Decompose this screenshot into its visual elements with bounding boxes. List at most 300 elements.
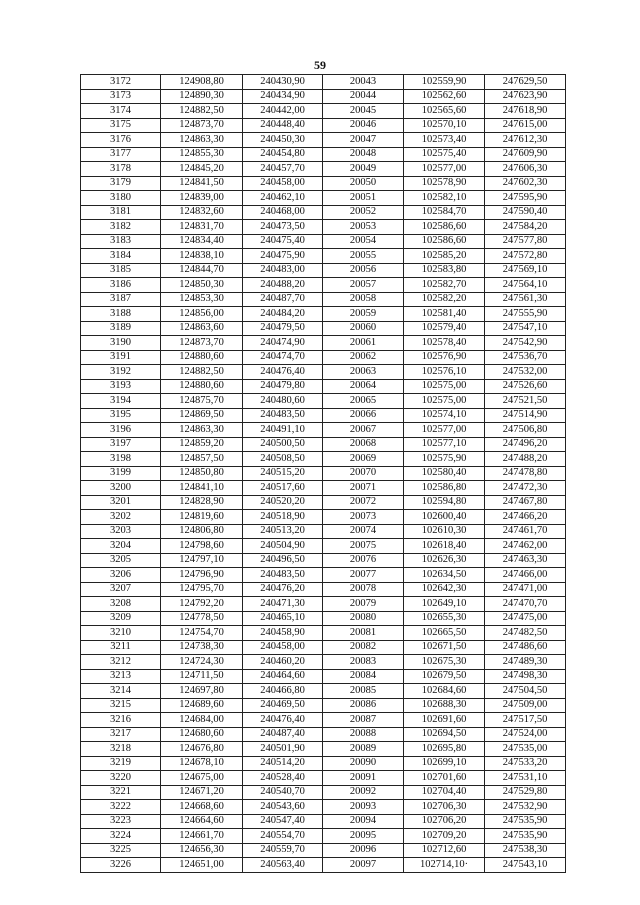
table-cell-point-number-2: 20068 (323, 437, 404, 452)
table-cell-x-coordinate: 124806,80 (161, 524, 243, 539)
table-cell-point-number-2: 20089 (323, 742, 404, 757)
table-cell-x-coordinate-2: 102579,40 (404, 321, 485, 336)
table-row (81, 118, 566, 133)
table-cell-y-coordinate-2: 247466,00 (485, 568, 566, 583)
table-cell-x-coordinate: 124797,10 (161, 553, 243, 568)
table-cell-point-number: 3186 (81, 278, 161, 293)
table-cell-x-coordinate-2: 102714,10· (404, 858, 485, 873)
table-cell-y-coordinate: 240457,70 (243, 162, 323, 177)
table-cell-point-number: 3187 (81, 292, 161, 307)
table-cell-point-number-2: 20051 (323, 191, 404, 206)
table-row (81, 89, 566, 104)
table-cell-y-coordinate-2: 247461,70 (485, 524, 566, 539)
table-cell-point-number-2: 20055 (323, 249, 404, 264)
table-cell-x-coordinate-2: 102559,90 (404, 75, 485, 90)
table-cell-y-coordinate: 240475,40 (243, 234, 323, 249)
table-cell-y-coordinate-2: 247475,00 (485, 611, 566, 626)
table-row (81, 785, 566, 800)
table-cell-y-coordinate-2: 247466,20 (485, 510, 566, 525)
table-cell-y-coordinate-2: 247584,20 (485, 220, 566, 235)
table-cell-point-number: 3214 (81, 684, 161, 699)
table-cell-x-coordinate-2: 102699,10 (404, 756, 485, 771)
table-cell-point-number-2: 20049 (323, 162, 404, 177)
table-cell-point-number: 3189 (81, 321, 161, 336)
table-cell-x-coordinate-2: 102594,80 (404, 495, 485, 510)
table-cell-y-coordinate-2: 247486,60 (485, 640, 566, 655)
table-cell-y-coordinate: 240450,30 (243, 133, 323, 148)
table-cell-y-coordinate-2: 247590,40 (485, 205, 566, 220)
table-cell-x-coordinate: 124855,30 (161, 147, 243, 162)
table-cell-x-coordinate-2: 102706,30 (404, 800, 485, 815)
table-cell-x-coordinate: 124857,50 (161, 452, 243, 467)
table-cell-y-coordinate-2: 247529,80 (485, 785, 566, 800)
table-cell-y-coordinate: 240462,10 (243, 191, 323, 206)
table-cell-point-number-2: 20074 (323, 524, 404, 539)
table-cell-y-coordinate-2: 247504,50 (485, 684, 566, 699)
table-cell-x-coordinate: 124676,80 (161, 742, 243, 757)
table-cell-y-coordinate: 240473,50 (243, 220, 323, 235)
table-cell-x-coordinate: 124697,80 (161, 684, 243, 699)
table-cell-x-coordinate: 124792,20 (161, 597, 243, 612)
table-cell-y-coordinate: 240500,50 (243, 437, 323, 452)
table-cell-x-coordinate: 124856,00 (161, 307, 243, 322)
table-row (81, 481, 566, 496)
table-cell-y-coordinate-2: 247488,20 (485, 452, 566, 467)
table-cell-x-coordinate-2: 102576,10 (404, 365, 485, 380)
table-row (81, 800, 566, 815)
table-cell-x-coordinate: 124798,60 (161, 539, 243, 554)
table-cell-y-coordinate-2: 247535,00 (485, 742, 566, 757)
table-cell-y-coordinate-2: 247569,10 (485, 263, 566, 278)
table-cell-y-coordinate-2: 247535,90 (485, 829, 566, 844)
table-cell-point-number: 3197 (81, 437, 161, 452)
table-cell-y-coordinate: 240480,60 (243, 394, 323, 409)
table-cell-y-coordinate-2: 247462,00 (485, 539, 566, 554)
table-cell-y-coordinate: 240471,30 (243, 597, 323, 612)
table-cell-y-coordinate: 240479,50 (243, 321, 323, 336)
table-row (81, 104, 566, 119)
table-cell-point-number-2: 20079 (323, 597, 404, 612)
table-cell-point-number: 3206 (81, 568, 161, 583)
table-cell-x-coordinate: 124684,00 (161, 713, 243, 728)
table-cell-x-coordinate: 124651,00 (161, 858, 243, 873)
table-cell-point-number: 3224 (81, 829, 161, 844)
table-cell-x-coordinate-2: 102671,50 (404, 640, 485, 655)
table-cell-y-coordinate: 240474,90 (243, 336, 323, 351)
table-cell-point-number-2: 20072 (323, 495, 404, 510)
table-cell-x-coordinate-2: 102704,40 (404, 785, 485, 800)
table-cell-y-coordinate-2: 247538,30 (485, 843, 566, 858)
table-row (81, 814, 566, 829)
table-cell-y-coordinate: 240547,40 (243, 814, 323, 829)
table-row (81, 611, 566, 626)
table-cell-x-coordinate: 124882,50 (161, 365, 243, 380)
table-cell-x-coordinate-2: 102582,10 (404, 191, 485, 206)
table-cell-y-coordinate-2: 247506,80 (485, 423, 566, 438)
table-cell-point-number-2: 20096 (323, 843, 404, 858)
table-row (81, 423, 566, 438)
table-cell-point-number-2: 20081 (323, 626, 404, 641)
table-cell-point-number-2: 20088 (323, 727, 404, 742)
table-cell-x-coordinate-2: 102575,00 (404, 379, 485, 394)
table-cell-point-number: 3212 (81, 655, 161, 670)
table-cell-x-coordinate: 124689,60 (161, 698, 243, 713)
table-cell-x-coordinate-2: 102655,30 (404, 611, 485, 626)
table-cell-point-number: 3185 (81, 263, 161, 278)
table-cell-point-number-2: 20097 (323, 858, 404, 873)
table-cell-y-coordinate-2: 247471,00 (485, 582, 566, 597)
table-cell-point-number: 3217 (81, 727, 161, 742)
table-cell-point-number-2: 20093 (323, 800, 404, 815)
table-cell-y-coordinate: 240543,60 (243, 800, 323, 815)
table-cell-x-coordinate: 124882,50 (161, 104, 243, 119)
table-cell-y-coordinate-2: 247602,30 (485, 176, 566, 191)
table-row (81, 771, 566, 786)
table-cell-y-coordinate: 240559,70 (243, 843, 323, 858)
table-cell-point-number-2: 20059 (323, 307, 404, 322)
table-cell-y-coordinate-2: 247521,50 (485, 394, 566, 409)
table-cell-x-coordinate-2: 102675,30 (404, 655, 485, 670)
table-row (81, 568, 566, 583)
table-cell-point-number-2: 20050 (323, 176, 404, 191)
table-cell-point-number-2: 20092 (323, 785, 404, 800)
table-row (81, 191, 566, 206)
table-cell-y-coordinate-2: 247572,80 (485, 249, 566, 264)
table-cell-point-number-2: 20095 (323, 829, 404, 844)
table-cell-x-coordinate-2: 102574,10 (404, 408, 485, 423)
table-cell-x-coordinate-2: 102582,70 (404, 278, 485, 293)
table-row (81, 249, 566, 264)
table-cell-point-number-2: 20046 (323, 118, 404, 133)
table-cell-point-number: 3184 (81, 249, 161, 264)
table-cell-point-number: 3209 (81, 611, 161, 626)
table-cell-point-number: 3190 (81, 336, 161, 351)
table-cell-point-number: 3222 (81, 800, 161, 815)
table-row (81, 510, 566, 525)
table-cell-y-coordinate: 240465,10 (243, 611, 323, 626)
table-cell-y-coordinate-2: 247514,90 (485, 408, 566, 423)
table-cell-x-coordinate: 124795,70 (161, 582, 243, 597)
table-cell-point-number-2: 20054 (323, 234, 404, 249)
table-cell-x-coordinate: 124869,50 (161, 408, 243, 423)
table-cell-point-number-2: 20082 (323, 640, 404, 655)
table-cell-x-coordinate: 124678,10 (161, 756, 243, 771)
table-cell-y-coordinate: 240476,40 (243, 365, 323, 380)
table-cell-point-number-2: 20084 (323, 669, 404, 684)
table-cell-x-coordinate: 124844,70 (161, 263, 243, 278)
table-cell-point-number: 3188 (81, 307, 161, 322)
table-cell-x-coordinate: 124832,60 (161, 205, 243, 220)
table-cell-point-number-2: 20071 (323, 481, 404, 496)
table-cell-point-number: 3215 (81, 698, 161, 713)
table-cell-y-coordinate-2: 247524,00 (485, 727, 566, 742)
coordinates-table-body (81, 75, 566, 873)
table-cell-point-number-2: 20077 (323, 568, 404, 583)
table-row (81, 379, 566, 394)
table-cell-point-number: 3213 (81, 669, 161, 684)
table-cell-x-coordinate-2: 102585,20 (404, 249, 485, 264)
table-row (81, 437, 566, 452)
table-cell-point-number-2: 20047 (323, 133, 404, 148)
table-cell-y-coordinate-2: 247509,00 (485, 698, 566, 713)
table-cell-point-number: 3221 (81, 785, 161, 800)
table-row (81, 713, 566, 728)
table-row (81, 452, 566, 467)
table-cell-y-coordinate-2: 247615,00 (485, 118, 566, 133)
table-cell-point-number-2: 20067 (323, 423, 404, 438)
table-cell-point-number: 3174 (81, 104, 161, 119)
table-cell-point-number: 3193 (81, 379, 161, 394)
table-row (81, 858, 566, 873)
table-cell-y-coordinate-2: 247535,90 (485, 814, 566, 829)
table-cell-point-number: 3208 (81, 597, 161, 612)
table-cell-point-number-2: 20056 (323, 263, 404, 278)
table-cell-x-coordinate-2: 102642,30 (404, 582, 485, 597)
table-cell-x-coordinate-2: 102610,30 (404, 524, 485, 539)
table-cell-x-coordinate: 124880,60 (161, 350, 243, 365)
table-cell-point-number-2: 20065 (323, 394, 404, 409)
table-cell-x-coordinate-2: 102581,40 (404, 307, 485, 322)
table-cell-y-coordinate: 240442,00 (243, 104, 323, 119)
table-cell-y-coordinate: 240448,40 (243, 118, 323, 133)
table-cell-x-coordinate: 124711,50 (161, 669, 243, 684)
table-cell-y-coordinate: 240434,90 (243, 89, 323, 104)
table-cell-x-coordinate-2: 102688,30 (404, 698, 485, 713)
table-cell-x-coordinate: 124838,10 (161, 249, 243, 264)
table-cell-x-coordinate: 124675,00 (161, 771, 243, 786)
table-cell-point-number: 3176 (81, 133, 161, 148)
table-row (81, 278, 566, 293)
table-cell-point-number: 3178 (81, 162, 161, 177)
table-cell-point-number: 3205 (81, 553, 161, 568)
table-cell-y-coordinate: 240487,70 (243, 292, 323, 307)
table-cell-x-coordinate-2: 102586,60 (404, 234, 485, 249)
table-cell-point-number: 3177 (81, 147, 161, 162)
table-cell-point-number: 3216 (81, 713, 161, 728)
table-cell-y-coordinate: 240430,90 (243, 75, 323, 90)
table-cell-point-number: 3210 (81, 626, 161, 641)
table-cell-x-coordinate-2: 102576,90 (404, 350, 485, 365)
table-cell-x-coordinate-2: 102584,70 (404, 205, 485, 220)
table-cell-point-number: 3181 (81, 205, 161, 220)
table-cell-x-coordinate-2: 102701,60 (404, 771, 485, 786)
table-cell-x-coordinate: 124831,70 (161, 220, 243, 235)
table-cell-x-coordinate-2: 102577,00 (404, 423, 485, 438)
table-cell-y-coordinate: 240514,20 (243, 756, 323, 771)
table-cell-y-coordinate-2: 247609,90 (485, 147, 566, 162)
table-cell-y-coordinate: 240563,40 (243, 858, 323, 873)
table-cell-y-coordinate: 240483,00 (243, 263, 323, 278)
table-cell-point-number: 3225 (81, 843, 161, 858)
table-cell-y-coordinate-2: 247496,20 (485, 437, 566, 452)
table-cell-x-coordinate-2: 102706,20 (404, 814, 485, 829)
table-cell-x-coordinate: 124841,10 (161, 481, 243, 496)
table-cell-x-coordinate: 124664,60 (161, 814, 243, 829)
table-cell-x-coordinate-2: 102583,80 (404, 263, 485, 278)
table-cell-y-coordinate: 240517,60 (243, 481, 323, 496)
table-cell-y-coordinate-2: 247542,90 (485, 336, 566, 351)
table-cell-point-number: 3199 (81, 466, 161, 481)
table-cell-y-coordinate: 240469,50 (243, 698, 323, 713)
table-cell-x-coordinate-2: 102565,60 (404, 104, 485, 119)
table-cell-x-coordinate-2: 102709,20 (404, 829, 485, 844)
table-row (81, 466, 566, 481)
table-cell-x-coordinate: 124880,60 (161, 379, 243, 394)
table-cell-y-coordinate-2: 247517,50 (485, 713, 566, 728)
table-cell-x-coordinate: 124873,70 (161, 118, 243, 133)
page-number: 59 (314, 58, 326, 72)
table-cell-y-coordinate-2: 247547,10 (485, 321, 566, 336)
table-cell-x-coordinate: 124778,50 (161, 611, 243, 626)
table-row (81, 394, 566, 409)
table-cell-y-coordinate: 240513,20 (243, 524, 323, 539)
table-cell-point-number-2: 20069 (323, 452, 404, 467)
table-cell-x-coordinate-2: 102712,60 (404, 843, 485, 858)
table-cell-point-number: 3201 (81, 495, 161, 510)
table-cell-x-coordinate-2: 102586,80 (404, 481, 485, 496)
table-cell-point-number-2: 20066 (323, 408, 404, 423)
table-row (81, 597, 566, 612)
table-row (81, 336, 566, 351)
table-cell-point-number: 3173 (81, 89, 161, 104)
table-cell-y-coordinate: 240504,90 (243, 539, 323, 554)
table-cell-x-coordinate: 124863,30 (161, 423, 243, 438)
table-cell-y-coordinate-2: 247526,60 (485, 379, 566, 394)
table-cell-y-coordinate-2: 247531,10 (485, 771, 566, 786)
table-cell-y-coordinate-2: 247467,80 (485, 495, 566, 510)
table-row (81, 756, 566, 771)
table-cell-y-coordinate: 240487,40 (243, 727, 323, 742)
table-row (81, 162, 566, 177)
table-row (81, 75, 566, 90)
table-cell-x-coordinate: 124754,70 (161, 626, 243, 641)
table-cell-point-number: 3179 (81, 176, 161, 191)
table-cell-x-coordinate-2: 102695,80 (404, 742, 485, 757)
table-cell-x-coordinate: 124839,00 (161, 191, 243, 206)
table-cell-x-coordinate-2: 102634,50 (404, 568, 485, 583)
table-cell-point-number-2: 20076 (323, 553, 404, 568)
table-row (81, 829, 566, 844)
table-cell-point-number: 3226 (81, 858, 161, 873)
table-cell-y-coordinate-2: 247561,30 (485, 292, 566, 307)
table-cell-point-number-2: 20075 (323, 539, 404, 554)
table-cell-y-coordinate: 240458,00 (243, 176, 323, 191)
table-cell-point-number-2: 20083 (323, 655, 404, 670)
table-cell-y-coordinate-2: 247618,90 (485, 104, 566, 119)
table-cell-y-coordinate-2: 247463,30 (485, 553, 566, 568)
table-cell-x-coordinate: 124738,30 (161, 640, 243, 655)
table-row (81, 524, 566, 539)
table-cell-point-number: 3198 (81, 452, 161, 467)
table-row (81, 321, 566, 336)
table-cell-y-coordinate: 240484,20 (243, 307, 323, 322)
table-cell-y-coordinate: 240460,20 (243, 655, 323, 670)
table-cell-point-number-2: 20085 (323, 684, 404, 699)
table-cell-point-number-2: 20060 (323, 321, 404, 336)
table-row (81, 684, 566, 699)
table-cell-y-coordinate: 240508,50 (243, 452, 323, 467)
table-cell-x-coordinate-2: 102562,60 (404, 89, 485, 104)
table-row (81, 292, 566, 307)
table-cell-x-coordinate-2: 102575,90 (404, 452, 485, 467)
table-cell-x-coordinate: 124873,70 (161, 336, 243, 351)
table-cell-x-coordinate: 124656,30 (161, 843, 243, 858)
table-cell-y-coordinate: 240476,20 (243, 582, 323, 597)
table-cell-x-coordinate: 124875,70 (161, 394, 243, 409)
table-cell-y-coordinate-2: 247482,50 (485, 626, 566, 641)
table-cell-x-coordinate-2: 102575,00 (404, 394, 485, 409)
table-cell-point-number-2: 20053 (323, 220, 404, 235)
table-cell-y-coordinate: 240501,90 (243, 742, 323, 757)
table-cell-y-coordinate: 240483,50 (243, 408, 323, 423)
table-row (81, 843, 566, 858)
table-cell-y-coordinate-2: 247555,90 (485, 307, 566, 322)
table-cell-x-coordinate: 124680,60 (161, 727, 243, 742)
table-cell-y-coordinate: 240491,10 (243, 423, 323, 438)
table-cell-y-coordinate: 240520,20 (243, 495, 323, 510)
table-cell-point-number: 3219 (81, 756, 161, 771)
table-cell-y-coordinate: 240479,80 (243, 379, 323, 394)
table-cell-y-coordinate: 240468,00 (243, 205, 323, 220)
table-cell-x-coordinate: 124819,60 (161, 510, 243, 525)
table-cell-y-coordinate-2: 247543,10 (485, 858, 566, 873)
table-cell-point-number-2: 20087 (323, 713, 404, 728)
table-cell-x-coordinate-2: 102570,10 (404, 118, 485, 133)
table-row (81, 698, 566, 713)
table-row (81, 365, 566, 380)
table-cell-point-number-2: 20043 (323, 75, 404, 90)
table-cell-y-coordinate-2: 247536,70 (485, 350, 566, 365)
table-cell-point-number: 3172 (81, 75, 161, 90)
table-row (81, 655, 566, 670)
table-cell-y-coordinate: 240496,50 (243, 553, 323, 568)
table-cell-y-coordinate-2: 247533,20 (485, 756, 566, 771)
table-cell-x-coordinate: 124890,30 (161, 89, 243, 104)
table-cell-point-number: 3194 (81, 394, 161, 409)
table-cell-point-number: 3175 (81, 118, 161, 133)
table-row (81, 742, 566, 757)
table-cell-point-number-2: 20045 (323, 104, 404, 119)
table-cell-y-coordinate: 240464,60 (243, 669, 323, 684)
table-cell-point-number: 3223 (81, 814, 161, 829)
table-cell-x-coordinate-2: 102649,10 (404, 597, 485, 612)
table-cell-point-number: 3211 (81, 640, 161, 655)
table-cell-x-coordinate: 124859,20 (161, 437, 243, 452)
table-cell-y-coordinate-2: 247489,30 (485, 655, 566, 670)
table-cell-x-coordinate-2: 102578,40 (404, 336, 485, 351)
table-cell-x-coordinate-2: 102573,40 (404, 133, 485, 148)
table-row (81, 205, 566, 220)
table-cell-x-coordinate: 124853,30 (161, 292, 243, 307)
table-cell-y-coordinate: 240458,90 (243, 626, 323, 641)
table-row (81, 176, 566, 191)
table-row (81, 234, 566, 249)
table-cell-y-coordinate-2: 247612,30 (485, 133, 566, 148)
table-row (81, 539, 566, 554)
table-cell-y-coordinate-2: 247470,70 (485, 597, 566, 612)
table-cell-point-number-2: 20064 (323, 379, 404, 394)
table-cell-point-number-2: 20094 (323, 814, 404, 829)
table-cell-y-coordinate-2: 247472,30 (485, 481, 566, 496)
table-cell-point-number: 3218 (81, 742, 161, 757)
table-cell-y-coordinate: 240540,70 (243, 785, 323, 800)
table-cell-x-coordinate-2: 102684,60 (404, 684, 485, 699)
table-cell-y-coordinate-2: 247532,90 (485, 800, 566, 815)
table-cell-x-coordinate-2: 102626,30 (404, 553, 485, 568)
table-cell-y-coordinate: 240483,50 (243, 568, 323, 583)
table-cell-y-coordinate: 240466,80 (243, 684, 323, 699)
table-cell-point-number-2: 20044 (323, 89, 404, 104)
